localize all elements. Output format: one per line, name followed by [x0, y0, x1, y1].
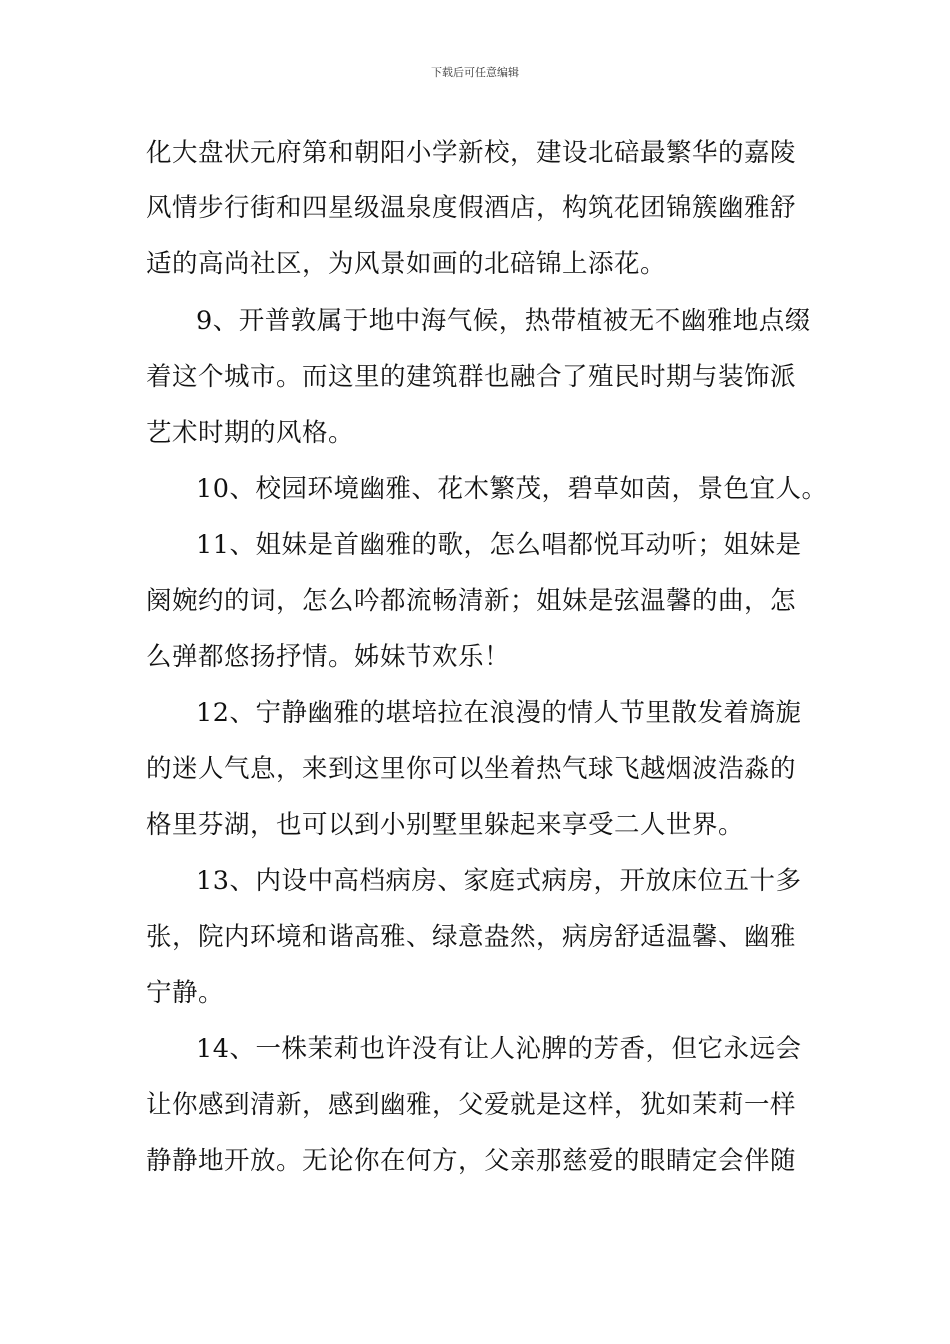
text-line: 张，院内环境和谐高雅、绿意盎然，病房舒适温馨、幽雅	[146, 922, 797, 952]
text-line: 着这个城市。而这里的建筑群也融合了殖民时期与装饰派	[146, 362, 797, 392]
text-line: 艺术时期的风格。	[146, 418, 355, 448]
text-line: 格里芬湖，也可以到小别墅里躲起来享受二人世界。	[146, 810, 745, 840]
text-line: 让你感到清新，感到幽雅，父爱就是这样，犹如茉莉一样	[146, 1090, 797, 1120]
text-line: 阕婉约的词，怎么吟都流畅清新；姐妹是弦温馨的曲，怎	[146, 586, 797, 616]
text-line: 13、内设中高档病房、家庭式病房，开放床位五十多	[196, 866, 802, 896]
text-line: 风情步行街和四星级温泉度假酒店，构筑花团锦簇幽雅舒	[146, 193, 797, 223]
text-line: 11、姐妹是首幽雅的歌，怎么唱都悦耳动听；姐妹是	[196, 530, 802, 560]
text-line: 化大盘状元府第和朝阳小学新校，建设北碚最繁华的嘉陵	[146, 138, 797, 168]
text-line: 么弹都悠扬抒情。姊妹节欢乐！	[146, 642, 511, 672]
text-line: 宁静。	[146, 978, 225, 1008]
text-line: 静静地开放。无论你在何方，父亲那慈爱的眼睛定会伴随	[146, 1146, 797, 1176]
page-header: 下载后可任意编辑	[431, 66, 519, 79]
text-line: 10、校园环境幽雅、花木繁茂，碧草如茵，景色宜人。	[196, 474, 828, 504]
text-line: 适的高尚社区，为风景如画的北碚锦上添花。	[146, 249, 667, 279]
text-line: 的迷人气息，来到这里你可以坐着热气球飞越烟波浩淼的	[146, 754, 797, 784]
text-line: 9、开普敦属于地中海气候，热带植被无不幽雅地点缀	[196, 306, 811, 336]
text-line: 14、一株茉莉也许没有让人沁脾的芳香，但它永远会	[196, 1034, 802, 1064]
text-line: 12、宁静幽雅的堪培拉在浪漫的情人节里散发着旖旎	[196, 698, 802, 728]
